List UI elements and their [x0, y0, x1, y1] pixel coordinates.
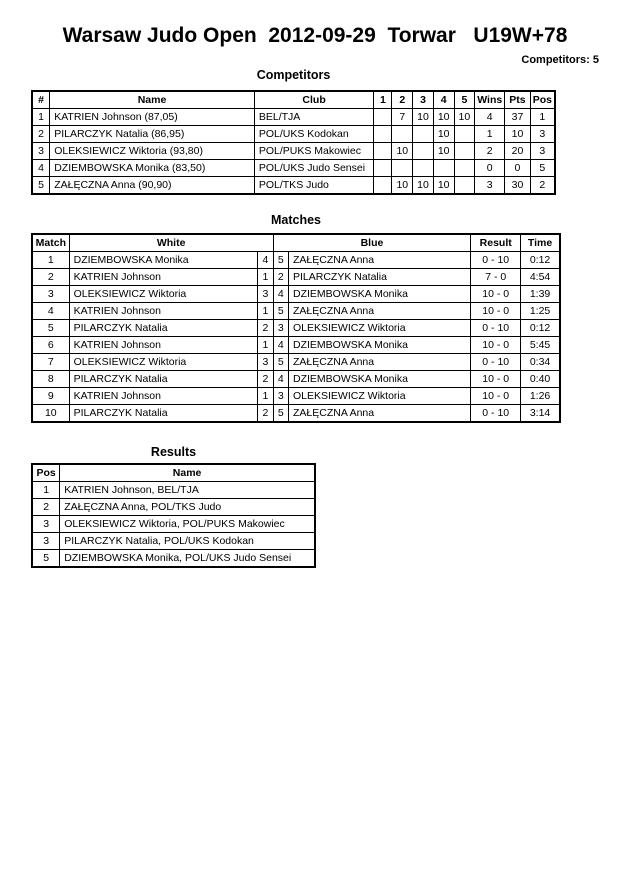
score-cell: 10 — [433, 143, 454, 160]
match-row — [32, 388, 560, 405]
blue-competitor: OLEKSIEWICZ Wiktoria — [288, 388, 470, 405]
result-row — [32, 533, 315, 550]
white-number: 1 — [258, 269, 273, 286]
score-cell — [392, 126, 413, 143]
competitor-name: OLEKSIEWICZ Wiktoria (93,80) — [50, 143, 255, 160]
competitors-header-row — [32, 91, 555, 109]
blue-competitor: ZAŁĘCZNA Anna — [288, 354, 470, 371]
position-cell: 3 — [530, 126, 555, 143]
match-row — [32, 286, 560, 303]
matches-section-title: Matches — [270, 213, 322, 227]
col-header: Pos — [32, 464, 60, 482]
col-header: # — [32, 91, 50, 109]
competitors-count: Competitors: 5 — [521, 54, 599, 66]
match-number: 7 — [32, 354, 69, 371]
blue-competitor: ZAŁĘCZNA Anna — [288, 252, 470, 269]
match-result: 10 - 0 — [471, 388, 521, 405]
white-number: 3 — [258, 354, 273, 371]
competitor-club: POL/PUKS Makowiec — [254, 143, 373, 160]
match-result: 0 - 10 — [471, 354, 521, 371]
match-result: 10 - 0 — [471, 371, 521, 388]
result-name: ZAŁĘCZNA Anna, POL/TKS Judo — [60, 499, 315, 516]
blue-number: 5 — [273, 303, 288, 320]
points-cell: 10 — [505, 126, 531, 143]
match-time: 0:40 — [521, 371, 560, 388]
match-number: 9 — [32, 388, 69, 405]
score-cell — [454, 160, 475, 177]
result-name: OLEKSIEWICZ Wiktoria, POL/PUKS Makowiec — [60, 516, 315, 533]
score-cell — [454, 126, 475, 143]
competitor-name: DZIEMBOWSKA Monika (83,50) — [50, 160, 255, 177]
white-competitor: KATRIEN Johnson — [69, 337, 258, 354]
competitor-name: ZAŁĘCZNA Anna (90,90) — [50, 177, 255, 195]
wins-cell: 4 — [475, 109, 505, 126]
match-time: 1:39 — [521, 286, 560, 303]
white-number: 2 — [258, 405, 273, 423]
score-cell: 10 — [413, 109, 434, 126]
score-cell — [374, 177, 392, 195]
match-row — [32, 303, 560, 320]
match-result: 10 - 0 — [471, 337, 521, 354]
match-number: 6 — [32, 337, 69, 354]
score-cell: 10 — [413, 177, 434, 195]
competitor-club: BEL/TJA — [254, 109, 373, 126]
competitor-number: 3 — [32, 143, 50, 160]
white-competitor: OLEKSIEWICZ Wiktoria — [69, 354, 258, 371]
matches-header-row — [32, 234, 560, 252]
match-number: 2 — [32, 269, 69, 286]
competitor-name: KATRIEN Johnson (87,05) — [50, 109, 255, 126]
competitor-row — [32, 160, 555, 177]
blue-competitor: OLEKSIEWICZ Wiktoria — [288, 320, 470, 337]
match-row — [32, 371, 560, 388]
match-result: 0 - 10 — [471, 320, 521, 337]
white-competitor: KATRIEN Johnson — [69, 388, 258, 405]
match-result: 0 - 10 — [471, 405, 521, 423]
white-number: 4 — [258, 252, 273, 269]
result-position: 2 — [32, 499, 60, 516]
points-cell: 20 — [505, 143, 531, 160]
col-header: 5 — [454, 91, 475, 109]
competitors-table — [31, 90, 556, 195]
match-row — [32, 320, 560, 337]
competitor-club: POL/UKS Judo Sensei — [254, 160, 373, 177]
blue-competitor: PILARCZYK Natalia — [288, 269, 470, 286]
blue-competitor: DZIEMBOWSKA Monika — [288, 371, 470, 388]
score-cell: 7 — [392, 109, 413, 126]
match-time: 1:25 — [521, 303, 560, 320]
position-cell: 2 — [530, 177, 555, 195]
col-header: Pos — [530, 91, 555, 109]
match-result: 10 - 0 — [471, 303, 521, 320]
white-competitor: KATRIEN Johnson — [69, 303, 258, 320]
result-name: PILARCZYK Natalia, POL/UKS Kodokan — [60, 533, 315, 550]
blue-number: 4 — [273, 337, 288, 354]
col-header: 4 — [433, 91, 454, 109]
blue-competitor: ZAŁĘCZNA Anna — [288, 405, 470, 423]
results-section-title: Results — [150, 445, 197, 459]
col-header: Club — [254, 91, 373, 109]
white-number: 2 — [258, 371, 273, 388]
blue-number: 3 — [273, 388, 288, 405]
blue-competitor: DZIEMBOWSKA Monika — [288, 337, 470, 354]
result-position: 1 — [32, 482, 60, 499]
col-header: Blue — [273, 234, 471, 252]
score-cell: 10 — [433, 109, 454, 126]
match-row — [32, 354, 560, 371]
col-header: Name — [50, 91, 255, 109]
score-cell — [374, 160, 392, 177]
white-competitor: KATRIEN Johnson — [69, 269, 258, 286]
col-header: Match — [32, 234, 69, 252]
wins-cell: 3 — [475, 177, 505, 195]
result-position: 5 — [32, 550, 60, 568]
match-row — [32, 252, 560, 269]
score-cell — [374, 143, 392, 160]
white-competitor: PILARCZYK Natalia — [69, 320, 258, 337]
results-table — [31, 463, 316, 568]
position-cell: 1 — [530, 109, 555, 126]
col-header: 2 — [392, 91, 413, 109]
blue-competitor: DZIEMBOWSKA Monika — [288, 286, 470, 303]
match-result: 10 - 0 — [471, 286, 521, 303]
score-cell — [454, 143, 475, 160]
col-header: 3 — [413, 91, 434, 109]
blue-competitor: ZAŁĘCZNA Anna — [288, 303, 470, 320]
match-row — [32, 405, 560, 423]
competitor-number: 4 — [32, 160, 50, 177]
white-number: 3 — [258, 286, 273, 303]
white-competitor: OLEKSIEWICZ Wiktoria — [69, 286, 258, 303]
col-header: Name — [60, 464, 315, 482]
result-row — [32, 499, 315, 516]
points-cell: 30 — [505, 177, 531, 195]
wins-cell: 1 — [475, 126, 505, 143]
col-header: Pts — [505, 91, 531, 109]
wins-cell: 0 — [475, 160, 505, 177]
competitor-number: 1 — [32, 109, 50, 126]
score-cell — [374, 109, 392, 126]
blue-number: 3 — [273, 320, 288, 337]
score-cell: 10 — [454, 109, 475, 126]
blue-number: 4 — [273, 371, 288, 388]
white-competitor: DZIEMBOWSKA Monika — [69, 252, 258, 269]
match-number: 8 — [32, 371, 69, 388]
match-number: 10 — [32, 405, 69, 423]
col-header: Time — [521, 234, 560, 252]
score-cell — [413, 160, 434, 177]
match-time: 3:14 — [521, 405, 560, 423]
competitor-club: POL/TKS Judo — [254, 177, 373, 195]
score-cell — [454, 177, 475, 195]
match-time: 1:26 — [521, 388, 560, 405]
white-number: 1 — [258, 388, 273, 405]
score-cell: 10 — [433, 177, 454, 195]
white-number: 1 — [258, 337, 273, 354]
result-position: 3 — [32, 533, 60, 550]
competitor-name: PILARCZYK Natalia (86,95) — [50, 126, 255, 143]
position-cell: 3 — [530, 143, 555, 160]
score-cell — [413, 126, 434, 143]
result-name: KATRIEN Johnson, BEL/TJA — [60, 482, 315, 499]
match-number: 4 — [32, 303, 69, 320]
match-time: 4:54 — [521, 269, 560, 286]
page-title: Warsaw Judo Open 2012-09-29 Torwar U19W+78 — [62, 24, 568, 47]
competitor-row — [32, 177, 555, 195]
white-competitor: PILARCZYK Natalia — [69, 371, 258, 388]
competitor-number: 2 — [32, 126, 50, 143]
result-name: DZIEMBOWSKA Monika, POL/UKS Judo Sensei — [60, 550, 315, 568]
match-number: 5 — [32, 320, 69, 337]
white-competitor: PILARCZYK Natalia — [69, 405, 258, 423]
col-header: White — [69, 234, 273, 252]
blue-number: 5 — [273, 354, 288, 371]
match-number: 1 — [32, 252, 69, 269]
score-cell: 10 — [392, 143, 413, 160]
score-cell — [374, 126, 392, 143]
competitor-club: POL/UKS Kodokan — [254, 126, 373, 143]
match-number: 3 — [32, 286, 69, 303]
match-result: 7 - 0 — [471, 269, 521, 286]
match-result: 0 - 10 — [471, 252, 521, 269]
white-number: 2 — [258, 320, 273, 337]
match-time: 0:34 — [521, 354, 560, 371]
blue-number: 4 — [273, 286, 288, 303]
competitor-row — [32, 109, 555, 126]
match-time: 0:12 — [521, 252, 560, 269]
col-header: Wins — [475, 91, 505, 109]
score-cell: 10 — [433, 126, 454, 143]
blue-number: 5 — [273, 405, 288, 423]
wins-cell: 2 — [475, 143, 505, 160]
result-row — [32, 482, 315, 499]
white-number: 1 — [258, 303, 273, 320]
match-time: 5:45 — [521, 337, 560, 354]
score-cell — [392, 160, 413, 177]
points-cell: 37 — [505, 109, 531, 126]
result-row — [32, 550, 315, 568]
competitor-row — [32, 126, 555, 143]
blue-number: 5 — [273, 252, 288, 269]
competitor-number: 5 — [32, 177, 50, 195]
score-cell — [413, 143, 434, 160]
col-header: Result — [471, 234, 521, 252]
col-header: 1 — [374, 91, 392, 109]
score-cell: 10 — [392, 177, 413, 195]
results-header-row — [32, 464, 315, 482]
result-row — [32, 516, 315, 533]
result-position: 3 — [32, 516, 60, 533]
competitors-section-title: Competitors — [256, 68, 331, 82]
match-row — [32, 269, 560, 286]
match-row — [32, 337, 560, 354]
score-cell — [433, 160, 454, 177]
match-time: 0:12 — [521, 320, 560, 337]
position-cell: 5 — [530, 160, 555, 177]
competitor-row — [32, 143, 555, 160]
blue-number: 2 — [273, 269, 288, 286]
matches-table — [31, 233, 561, 423]
points-cell: 0 — [505, 160, 531, 177]
